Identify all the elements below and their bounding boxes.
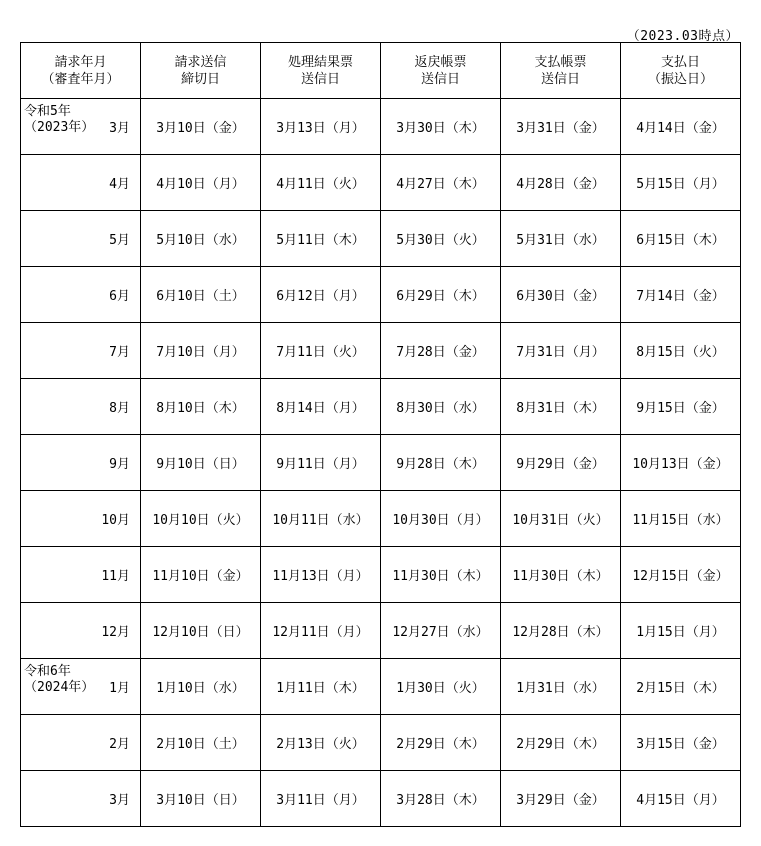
date-cell: 1月11日（木） (261, 659, 381, 715)
date-cell: 5月30日（火） (381, 211, 501, 267)
header-line: 支払日 (660, 54, 700, 70)
billing-month-cell (21, 715, 141, 771)
date-cell: 7月11日（火） (261, 323, 381, 379)
header-line: 返戻帳票 (414, 54, 467, 70)
date-cell: 2月13日（火） (261, 715, 381, 771)
header-line: 処理結果票 (287, 54, 353, 70)
billing-month-header (21, 43, 141, 99)
date-cell: 8月15日（火） (621, 323, 741, 379)
header-line: 送信日 (540, 71, 580, 87)
date-cell: 6月15日（木） (621, 211, 741, 267)
date-cell: 1月15日（月） (621, 603, 741, 659)
date-cell: 8月10日（木） (141, 379, 261, 435)
billing-month-cell (21, 99, 141, 155)
table-row (21, 211, 741, 267)
table-row (21, 715, 741, 771)
table-row (21, 155, 741, 211)
billing-month-cell (21, 771, 141, 827)
date-cell: 10月10日（火） (141, 491, 261, 547)
date-cell: 12月11日（月） (261, 603, 381, 659)
date-cell: 5月15日（月） (621, 155, 741, 211)
date-cell: 12月27日（水） (381, 603, 501, 659)
month-label: 8月 (109, 401, 130, 416)
date-cell: 9月15日（金） (621, 379, 741, 435)
date-cell: 1月10日（水） (141, 659, 261, 715)
date-cell: 4月10日（月） (141, 155, 261, 211)
table-row (21, 323, 741, 379)
date-cell: 4月27日（木） (381, 155, 501, 211)
date-cell: 12月28日（木） (501, 603, 621, 659)
month-label: 3月 (109, 793, 130, 808)
date-cell: 2月29日（木） (381, 715, 501, 771)
date-cell: 4月14日（金） (621, 99, 741, 155)
month-label: 6月 (109, 289, 130, 304)
month-label: 4月 (109, 177, 130, 192)
date-cell: 5月11日（木） (261, 211, 381, 267)
date-cell: 3月11日（月） (261, 771, 381, 827)
table-header (21, 43, 741, 99)
date-cell: 4月28日（金） (501, 155, 621, 211)
return-sent-header (381, 43, 501, 99)
date-cell: 2月29日（木） (501, 715, 621, 771)
month-label: 1月 (109, 681, 130, 696)
table-row (21, 267, 741, 323)
header-line: 支払帳票 (534, 54, 587, 70)
table-row (21, 99, 741, 155)
era-year-label (24, 104, 94, 136)
date-cell: 10月11日（水） (261, 491, 381, 547)
date-cell: 8月30日（水） (381, 379, 501, 435)
date-cell: 7月31日（月） (501, 323, 621, 379)
billing-month-cell (21, 547, 141, 603)
date-cell: 12月15日（金） (621, 547, 741, 603)
billing-month-cell (21, 267, 141, 323)
submission-deadline-header (141, 43, 261, 99)
table-row (21, 435, 741, 491)
header-line: 送信日 (420, 71, 460, 87)
month-label: 12月 (101, 625, 130, 640)
date-cell: 6月12日（月） (261, 267, 381, 323)
date-cell: 11月15日（水） (621, 491, 741, 547)
billing-month-cell (21, 491, 141, 547)
billing-month-cell (21, 211, 141, 267)
billing-month-cell (21, 155, 141, 211)
date-cell: 6月10日（土） (141, 267, 261, 323)
date-cell: 11月30日（木） (381, 547, 501, 603)
date-cell: 5月10日（水） (141, 211, 261, 267)
month-label: 2月 (109, 737, 130, 752)
month-label: 5月 (109, 233, 130, 248)
date-cell: 10月30日（月） (381, 491, 501, 547)
table-body (21, 99, 741, 827)
date-cell: 9月11日（月） (261, 435, 381, 491)
table-row (21, 547, 741, 603)
date-cell: 3月28日（木） (381, 771, 501, 827)
month-label: 7月 (109, 345, 130, 360)
table-row (21, 603, 741, 659)
date-cell: 11月10日（金） (141, 547, 261, 603)
date-cell: 1月31日（水） (501, 659, 621, 715)
date-cell: 8月31日（木） (501, 379, 621, 435)
date-cell: 3月29日（金） (501, 771, 621, 827)
date-cell: 3月31日（金） (501, 99, 621, 155)
billing-month-cell (21, 603, 141, 659)
header-line: 締切日 (180, 71, 220, 87)
date-cell: 11月30日（木） (501, 547, 621, 603)
payment-report-sent-header (501, 43, 621, 99)
date-cell: 11月13日（月） (261, 547, 381, 603)
date-cell: 9月29日（金） (501, 435, 621, 491)
date-cell: 7月10日（月） (141, 323, 261, 379)
header-line: （審査年月） (41, 71, 120, 87)
header-line: 請求年月 (54, 54, 107, 70)
billing-schedule-table (20, 42, 741, 827)
date-cell: 9月28日（木） (381, 435, 501, 491)
era-year-label (24, 664, 94, 696)
date-cell: 2月15日（木） (621, 659, 741, 715)
date-cell: 4月15日（月） (621, 771, 741, 827)
month-label: 10月 (101, 513, 130, 528)
billing-month-cell (21, 435, 141, 491)
header-line: 送信日 (300, 71, 340, 87)
as-of-note: （2023.03時点） (626, 29, 739, 44)
date-cell: 12月10日（日） (141, 603, 261, 659)
header-line: （振込日） (647, 71, 713, 87)
date-cell: 6月29日（木） (381, 267, 501, 323)
table-row (21, 491, 741, 547)
date-cell: 9月10日（日） (141, 435, 261, 491)
date-cell: 6月30日（金） (501, 267, 621, 323)
era-line: （2023年） (24, 120, 95, 135)
date-cell: 4月11日（火） (261, 155, 381, 211)
table-row (21, 659, 741, 715)
date-cell: 7月28日（金） (381, 323, 501, 379)
month-label: 3月 (109, 121, 130, 136)
date-cell: 3月15日（金） (621, 715, 741, 771)
date-cell: 5月31日（水） (501, 211, 621, 267)
date-cell: 3月30日（木） (381, 99, 501, 155)
billing-month-cell (21, 379, 141, 435)
payment-date-header (621, 43, 741, 99)
date-cell: 10月13日（金） (621, 435, 741, 491)
date-cell: 7月14日（金） (621, 267, 741, 323)
era-line: （2024年） (24, 680, 95, 695)
billing-month-cell (21, 323, 141, 379)
header-row (21, 43, 741, 99)
era-line: 令和5年 (24, 104, 71, 119)
billing-month-cell (21, 659, 141, 715)
header-line: 請求送信 (174, 54, 227, 70)
date-cell: 10月31日（火） (501, 491, 621, 547)
month-label: 11月 (101, 569, 130, 584)
result-sent-header (261, 43, 381, 99)
era-line: 令和6年 (24, 664, 71, 679)
date-cell: 3月10日（日） (141, 771, 261, 827)
table-row (21, 771, 741, 827)
date-cell: 3月13日（月） (261, 99, 381, 155)
month-label: 9月 (109, 457, 130, 472)
date-cell: 8月14日（月） (261, 379, 381, 435)
date-cell: 2月10日（土） (141, 715, 261, 771)
date-cell: 1月30日（火） (381, 659, 501, 715)
date-cell: 3月10日（金） (141, 99, 261, 155)
table-row (21, 379, 741, 435)
